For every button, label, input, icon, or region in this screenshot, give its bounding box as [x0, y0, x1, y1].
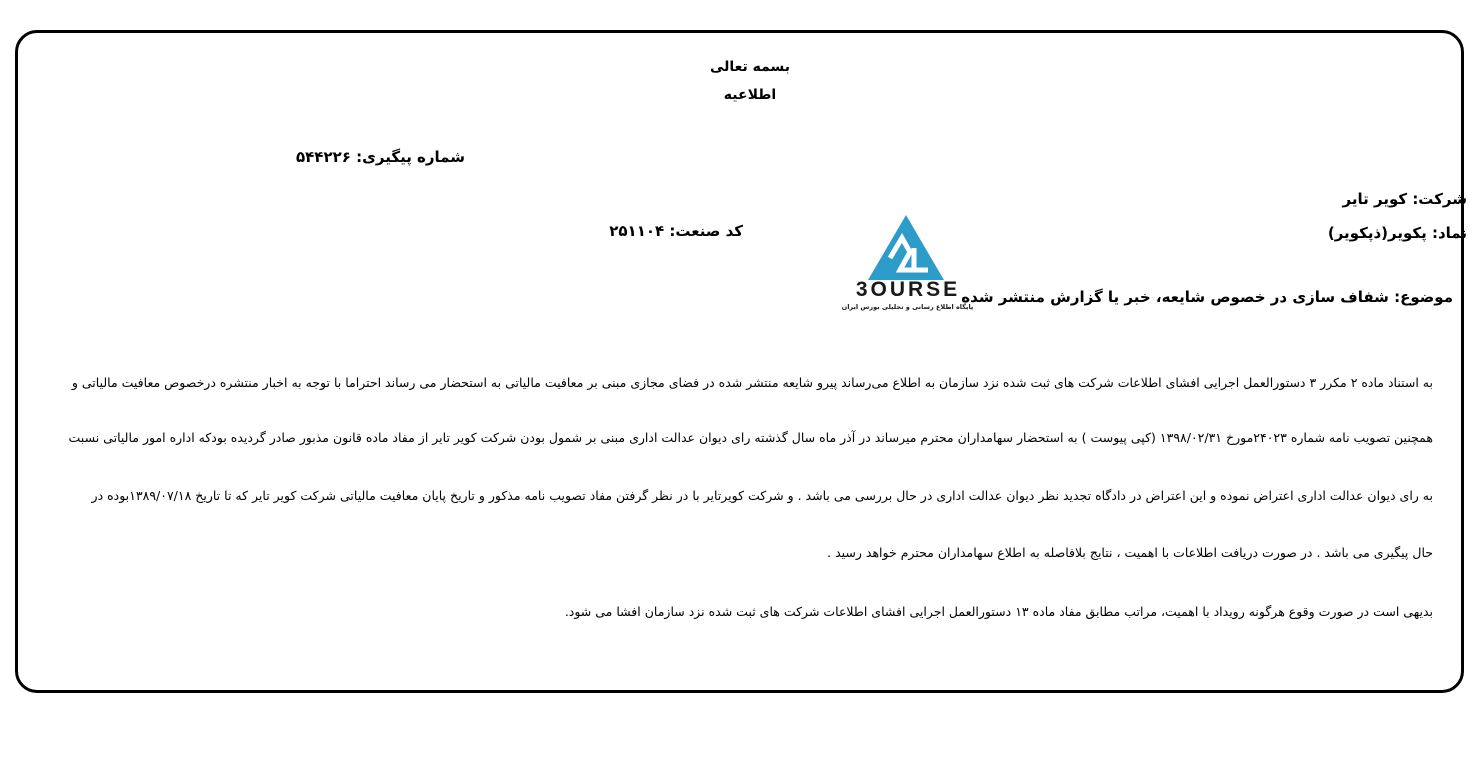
tracking-label: شماره پیگیری:: [356, 148, 465, 166]
body-line-4: حال پیگیری می باشد . در صورت دریافت اطلاعات با اهمیت ، نتایج بلافاصله به اطلاع سهامداران محترم خواهد رسید .: [827, 545, 1433, 560]
notice-title: اطلاعیه: [723, 87, 777, 103]
company-name: کویر تایر: [1342, 190, 1408, 208]
tracking-value: ۵۴۴۲۲۶: [295, 148, 351, 166]
industry-value: ۲۵۱۱۰۴: [609, 222, 665, 240]
subject-text: شفاف سازی در خصوص شایعه، خبر یا گزارش منتشر شده: [961, 288, 1389, 306]
company-field: [1343, 190, 1467, 208]
logo-subtitle: پایگاه اطلاع رسانی و تحلیلی بورس ایران: [841, 303, 974, 311]
subject-label: موضوع:: [1394, 288, 1453, 306]
body-line-5: بدیهی است در صورت وقوع هرگونه رویداد با اهمیت، مراتب مطابق مفاد ماده ۱۳ دستورالعمل اجرایی افشای اطلاعات شرکت های ثبت شده نزد سازمان افشا می شود.: [564, 604, 1433, 619]
symbol-field: [1328, 224, 1467, 242]
industry-code: [609, 222, 743, 240]
body-line-3: به رای دیوان عدالت اداری اعتراض نموده و این اعتراض در دادگاه تجدید نظر دیوان عدالت اداری در حال بررسی می باشد . و شرکت کویرتایر با در نظر گرفتن مفاد تصویب نامه مذکور و تاریخ پایان معافیت مالیاتی شرکت کویر تایر که تا تاریخ ۱۳۸۹/۰۷/۱۸بوده در: [91, 488, 1433, 503]
notice-frame: [15, 30, 1464, 693]
tracking-number: [296, 148, 465, 166]
company-label: شرکت:: [1412, 190, 1467, 208]
symbol-value: پکویر(ذپکویر): [1327, 224, 1427, 242]
subject-field: [961, 288, 1453, 306]
logo-wordmark: 3OURSE: [855, 278, 961, 301]
bourse-logo: [840, 210, 975, 315]
body-line-1: به استناد ماده ۲ مکرر ۳ دستورالعمل اجرایی افشای اطلاعات شرکت های ثبت شده نزد سازمان به اطلاع می‌رساند پیرو شایعه منتشر شده در فضای مجازی مبنی بر معافیت مالیاتی به استحضار می رساند احتراما با توجه به اخبار منتشره درخصوص معافیت مالیاتی و: [71, 375, 1433, 390]
body-line-2: همچنین تصویب نامه شماره ۲۴۰۲۳مورخ ۱۳۹۸/۰۲/۳۱ (کپی پیوست ) به استحضار سهامداران محترم میرساند در آذر ماه سال گذشته رای دیوان عدالت اداری مبنی بر شمول بودن شرکت کویر تایر از مفاد ماده قانون مذبور صادر گردیده بودکه اداره امور مالیاتی نسبت: [68, 430, 1433, 445]
industry-label: کد صنعت:: [669, 222, 743, 240]
basmala-heading: بسمه تعالی: [709, 59, 791, 75]
symbol-label: نماد:: [1431, 224, 1467, 242]
